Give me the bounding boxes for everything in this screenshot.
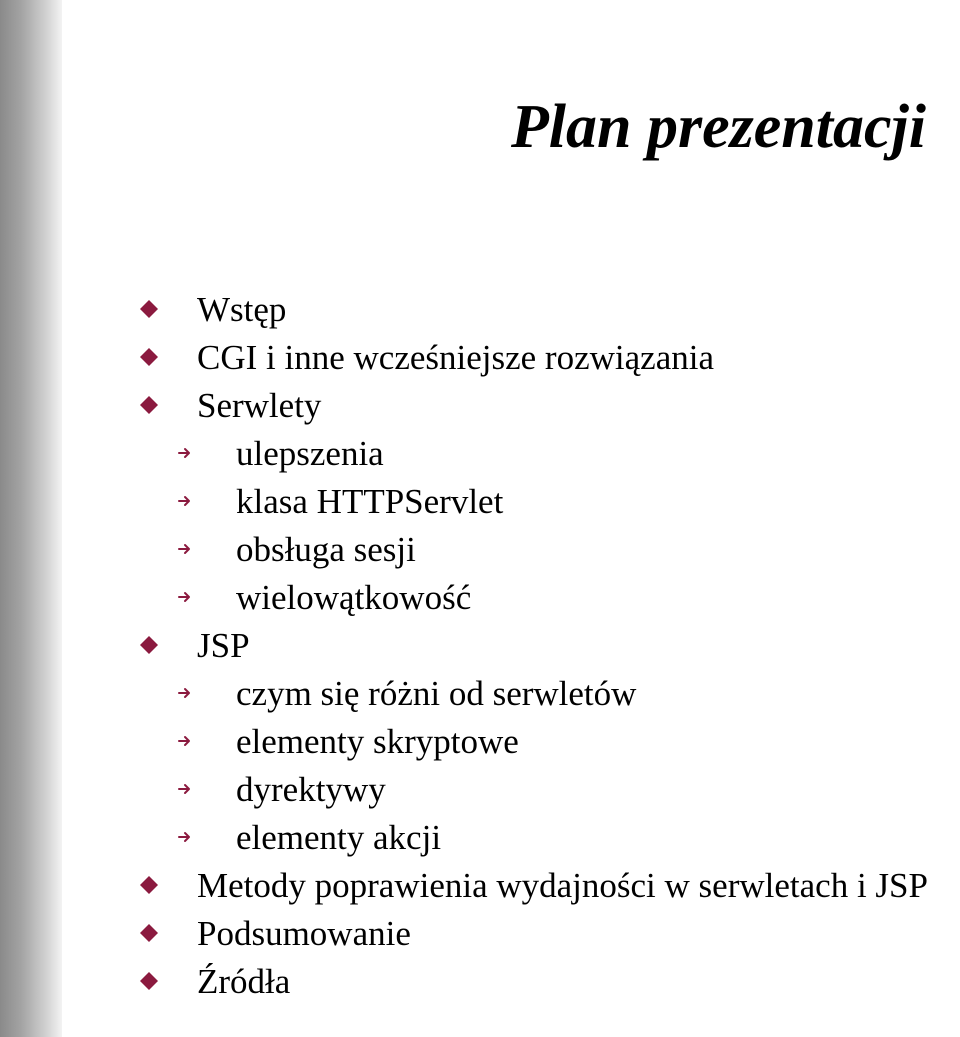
outline-item-text: Metody poprawienia wydajności w serwletach i JSP [197,866,928,905]
diamond-bullet-icon [140,300,158,318]
outline-subitem-text: dyrektywy [236,770,386,809]
outline-subitem [0,482,960,530]
arrow-bullet-icon [178,830,192,844]
outline-item-text: CGI i inne wcześniejsze rozwiązania [197,338,714,377]
outline-subitem-text: ulepszenia [236,434,384,473]
outline-subitem [0,578,960,626]
outline-item [0,962,960,1010]
outline-item [0,338,960,386]
diamond-bullet-icon [140,876,158,894]
outline-item [0,626,960,674]
outline-subitem [0,770,960,818]
outline-subitem-text: elementy skryptowe [236,722,519,761]
arrow-bullet-icon [178,782,192,796]
arrow-bullet-icon [178,734,192,748]
outline-subitem-text: wielowątkowość [236,578,472,617]
arrow-bullet-icon [178,446,192,460]
outline-item [0,866,960,914]
diamond-bullet-icon [140,396,158,414]
diamond-bullet-icon [140,972,158,990]
arrow-bullet-icon [178,542,192,556]
outline-subitem-text: klasa HTTPServlet [236,482,504,521]
arrow-bullet-icon [178,590,192,604]
slide-title: Plan prezentacji [510,93,926,161]
outline-subitem-text: obsługa sesji [236,530,416,569]
outline-subitem [0,434,960,482]
outline-subitem [0,722,960,770]
arrow-bullet-icon [178,686,192,700]
outline-item-text: Wstęp [197,290,287,329]
diamond-bullet-icon [140,636,158,654]
outline-item [0,290,960,338]
arrow-bullet-icon [178,494,192,508]
outline-subitem [0,674,960,722]
outline-subitem-text: elementy akcji [236,818,442,857]
outline-item [0,386,960,434]
outline-item-text: Źródła [197,962,291,1001]
outline-subitem [0,818,960,866]
outline-item [0,914,960,962]
outline-item-text: Podsumowanie [197,914,411,953]
outline-item-text: JSP [197,626,250,665]
outline-subitem-text: czym się różni od serwletów [236,674,637,713]
outline-item-text: Serwlety [197,386,322,425]
diamond-bullet-icon [140,348,158,366]
diamond-bullet-icon [140,924,158,942]
outline-subitem [0,530,960,578]
